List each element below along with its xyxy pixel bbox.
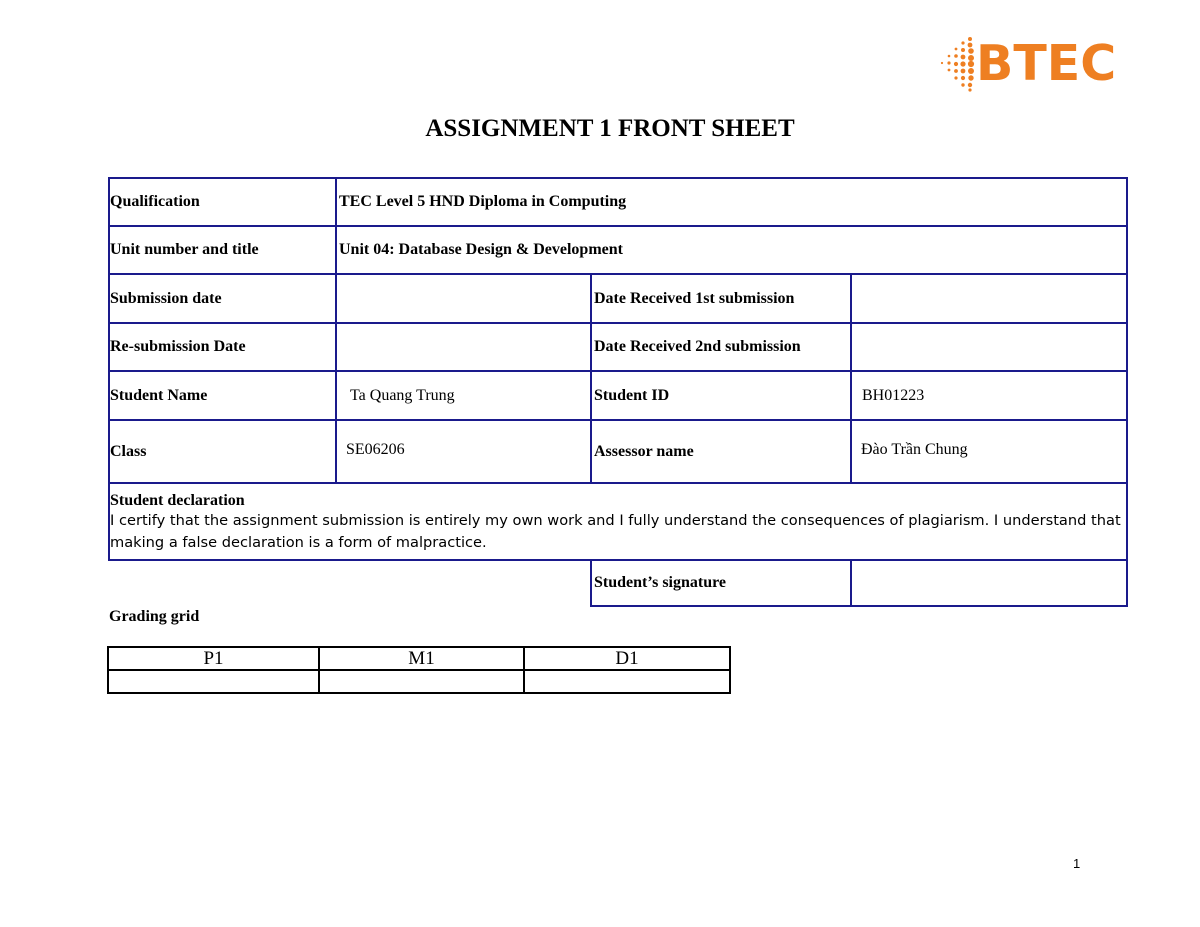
- signature-value: [852, 561, 1126, 605]
- student-name-value: Ta Quang Trung: [350, 386, 455, 404]
- declaration-line-2: making a false declaration is a form of malpractice.: [110, 534, 487, 551]
- grading-value-m1: [319, 670, 524, 693]
- submission-date-value: [337, 275, 590, 322]
- assessor-value: Đào Trần Chung: [861, 441, 968, 458]
- grading-header-p1: P1: [108, 647, 319, 670]
- date-received-1-value: [852, 275, 1126, 322]
- student-id-value: BH01223: [862, 386, 925, 404]
- class-value: SE06206: [346, 441, 405, 458]
- btec-logo-dots-icon: [936, 36, 980, 92]
- declaration-title: Student declaration: [110, 492, 245, 509]
- submission-date-label: Submission date: [110, 289, 222, 307]
- declaration-line-1: I certify that the assignment submission is entirely my own work and I fully understand the consequences of plagiarism. I understand that: [110, 512, 1121, 529]
- page-title: ASSIGNMENT 1 FRONT SHEET: [425, 115, 795, 142]
- grading-header-m1: M1: [319, 647, 524, 670]
- qualification-value: TEC Level 5 HND Diploma in Computing: [339, 193, 627, 210]
- grading-grid-title: Grading grid: [109, 608, 200, 625]
- grading-value-row: [108, 670, 730, 693]
- class-label: Class: [110, 442, 147, 460]
- date-received-2-value: [852, 324, 1126, 370]
- signature-label: Student’s signature: [594, 574, 727, 591]
- grading-value-p1: [108, 670, 319, 693]
- student-name-label: Student Name: [110, 386, 208, 404]
- resubmission-date-value: [337, 324, 590, 370]
- resubmission-date-label: Re-submission Date: [110, 338, 246, 355]
- grading-grid: [107, 646, 731, 694]
- btec-logo-text: BTEC: [976, 35, 1117, 92]
- assessor-label: Assessor name: [594, 442, 694, 460]
- unit-value: Unit 04: Database Design & Development: [339, 241, 623, 258]
- grading-header-d1: D1: [524, 647, 730, 670]
- unit-label: Unit number and title: [110, 241, 259, 258]
- page-number: 1: [1073, 856, 1081, 871]
- date-received-1-label: Date Received 1st submission: [594, 289, 795, 307]
- btec-logo: [936, 36, 1126, 92]
- student-declaration: [110, 492, 1120, 554]
- grading-value-d1: [524, 670, 730, 693]
- date-received-2-label: Date Received 2nd submission: [594, 338, 801, 355]
- qualification-label: Qualification: [110, 193, 200, 210]
- student-id-label: Student ID: [594, 386, 670, 404]
- grading-header-row: [108, 647, 730, 670]
